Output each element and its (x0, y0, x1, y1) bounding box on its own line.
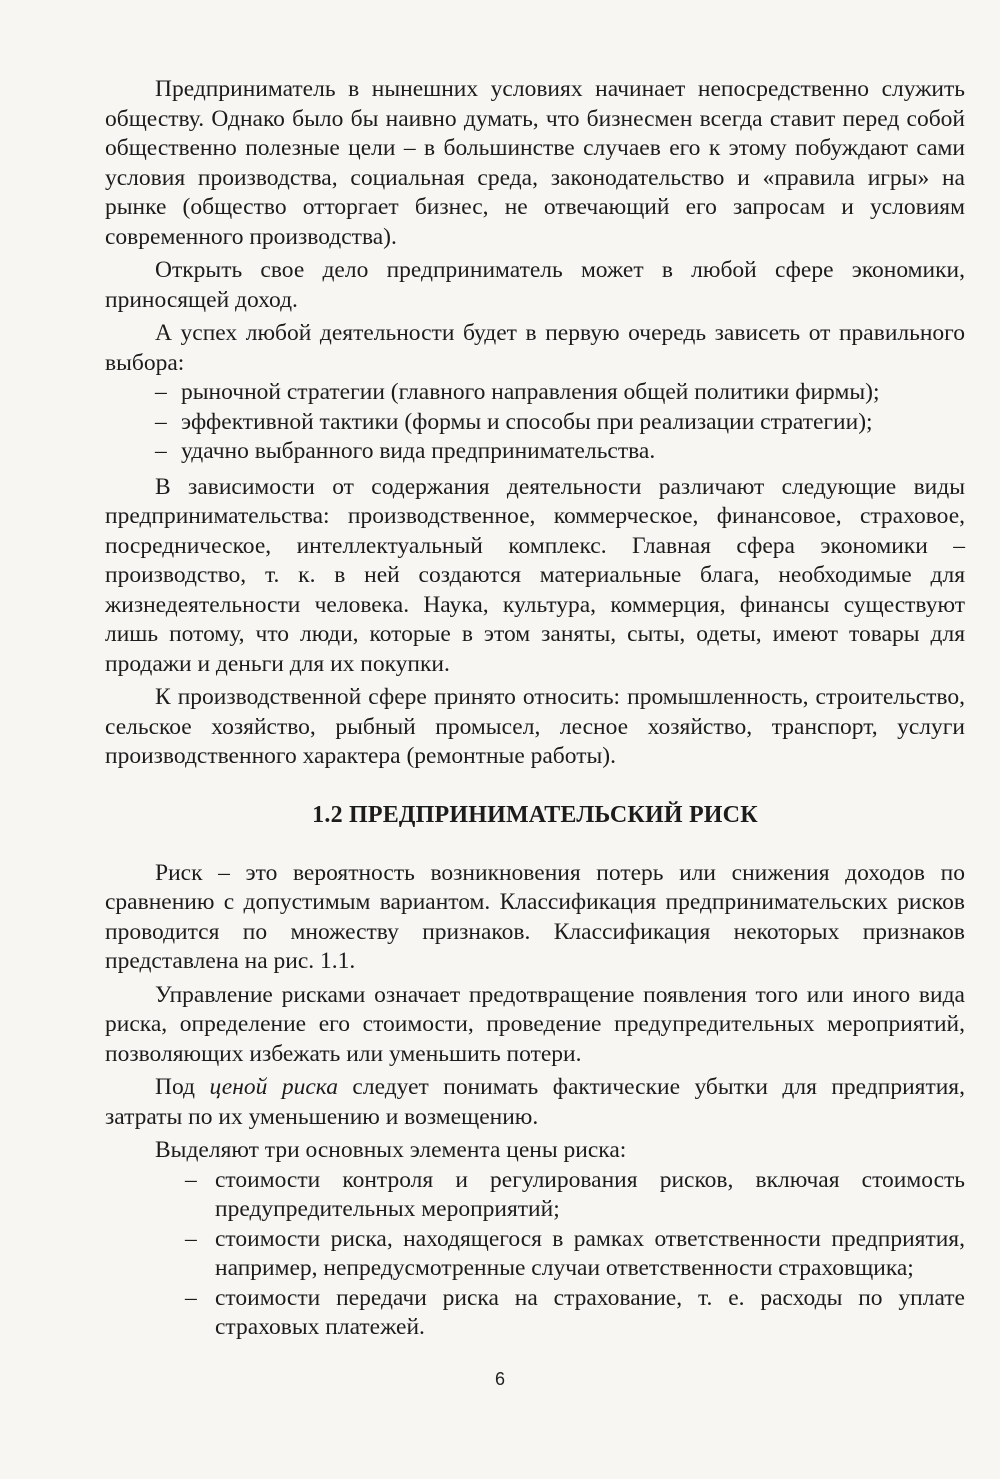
paragraph-production-sphere: К производственной сфере принято относить: промышленность, строительство, сельское хозяйство, рыбный промысел, лесное хозяйство, транспорт, услуги производственного характера (ремонтные работы). (105, 684, 965, 769)
paragraph-success-choice: А успех любой деятельности будет в первую очередь зависеть от правильного выбора: (105, 320, 965, 376)
list-item: – стоимости риска, находящегося в рамках ответственности предприятия, например, непредусмотренные случаи ответственности страховщика; (105, 1225, 965, 1284)
list-item: – удачно выбранного вида предпринимательства. (105, 437, 965, 467)
paragraph-entrepreneur-society: Предприниматель в нынешних условиях начинает непосредственно служить обществу. Однако было бы наивно думать, что бизнесмен всегда ставит перед собой общественно полезные цели – в большинстве случаев его к этому побуждают сами условия производства, социальная среда, законодательство и «правила игры» на рынке (общество отторгает бизнес, не отвечающий его запросам и условиям современного производства). (105, 76, 965, 250)
paragraph-risk-elements: Выделяют три основных элемента цены риска: (155, 1137, 627, 1163)
choice-list (105, 378, 965, 467)
paragraph-risk-price (105, 1073, 965, 1132)
paragraph-risk-management: Управление рисками означает предотвращение появления того или иного вида риска, определение его стоимости, проведение предупредительных мероприятий, позволяющих избежать или уменьшить потери. (105, 981, 965, 1067)
risk-price-text-before: Под (155, 1074, 210, 1100)
page-number: 6 (494, 1369, 505, 1389)
page-body (105, 75, 965, 1343)
section-heading: 1.2 ПРЕДПРИНИМАТЕЛЬСКИЙ РИСК (312, 801, 758, 828)
list-item: – стоимости передачи риска на страхование, т. е. расходы по уплате страховых платежей. (105, 1284, 965, 1343)
list-item: – рыночной стратегии (главного направления общей политики фирмы); (105, 378, 965, 408)
list-item: – эффективной тактики (формы и способы при реализации стратегии); (105, 408, 965, 438)
risk-price-text-after: следует понимать фактические убытки для предприятия, затраты по их уменьшению и возмещению. (105, 1074, 965, 1130)
risk-price-term: ценой риска (209, 1074, 338, 1100)
paragraph-kinds-of-entrepreneurship: В зависимости от содержания деятельности различают следующие виды предпринимательства: производственное, коммерческое, финансовое, страховое, посредническое, интеллектуальный комплекс. Главная сфера экономики – производство, т. к. в ней создаются материальные блага, необходимые для жизнедеятельности человека. Наука, культура, коммерция, финансы существуют лишь потому, что люди, которые в этом заняты, сыты, одеты, имеют товары для продажи и деньги для их покупки. (105, 473, 965, 677)
paragraph-risk-definition: Риск – это вероятность возникновения потерь или снижения доходов по сравнению с допустимым вариантом. Классификация предпринимательских рисков проводится по множеству признаков. Классификация некоторых признаков представлена на рис. 1.1. (105, 859, 965, 974)
risk-elements-list (105, 1166, 965, 1343)
paragraph-open-business: Открыть свое дело предприниматель может в любой сфере экономики, приносящей доход. (105, 257, 965, 313)
list-item: – стоимости контроля и регулирования рисков, включая стоимость предупредительных мероприятий; (105, 1166, 965, 1225)
